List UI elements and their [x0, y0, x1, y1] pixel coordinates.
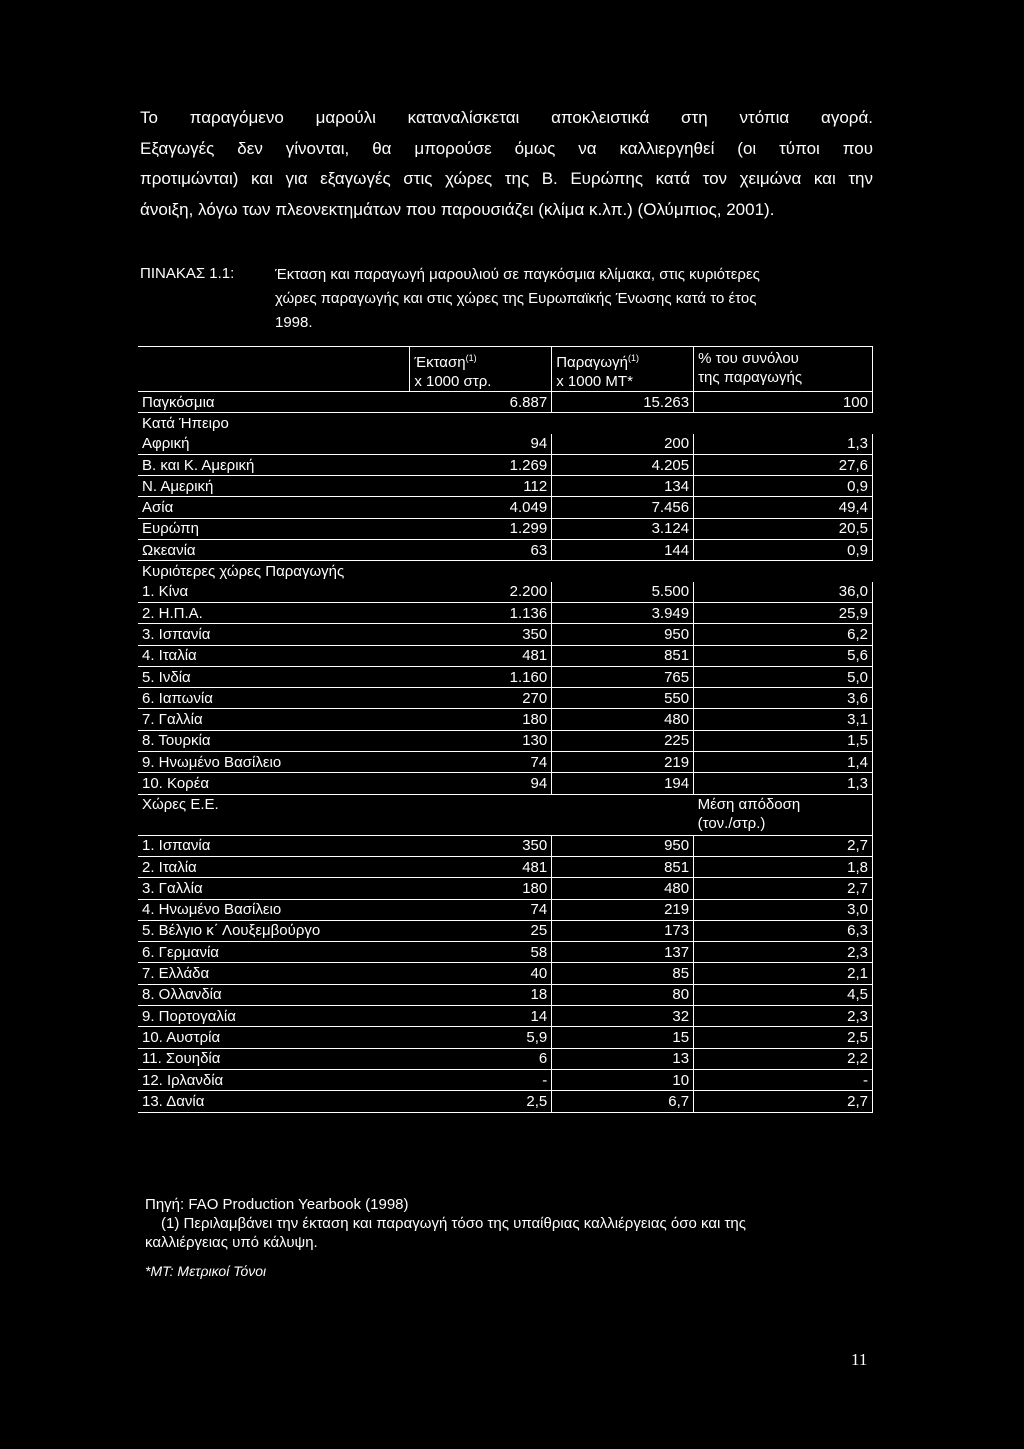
producers-body — [138, 582, 873, 794]
cell-production: 225 — [552, 730, 694, 751]
row-label: Αφρική — [138, 434, 410, 455]
cell-percent: 5,6 — [694, 645, 873, 666]
cell-production: 851 — [552, 856, 694, 877]
cell-percent: 1,4 — [694, 752, 873, 773]
cell-percent: 0,9 — [694, 476, 873, 497]
row-label: Β. και Κ. Αμερική — [138, 454, 410, 475]
producer-row — [138, 709, 873, 730]
eu-row — [138, 856, 873, 877]
cell-yield: 2,5 — [694, 1027, 873, 1048]
cell-yield: 1,8 — [694, 856, 873, 877]
cell-production: 200 — [552, 434, 694, 455]
cell-percent: 1,3 — [694, 434, 873, 455]
cell-production: 550 — [552, 688, 694, 709]
cell-percent: 6,2 — [694, 624, 873, 645]
cell-percent: 1,3 — [694, 773, 873, 794]
row-label: 9. Ηνωμένο Βασίλειο — [138, 752, 410, 773]
cell-area: 180 — [410, 709, 552, 730]
source-line: Πηγή: FAO Production Yearbook (1998) — [145, 1196, 409, 1213]
cell-yield: 2,3 — [694, 1006, 873, 1027]
continents-body — [138, 434, 873, 561]
cell-area: 94 — [410, 773, 552, 794]
table-header-row — [138, 347, 873, 392]
cell-production: 219 — [552, 899, 694, 920]
continent-row — [138, 434, 873, 455]
producer-row — [138, 666, 873, 687]
cell-production: 480 — [552, 878, 694, 899]
row-label: 3. Ισπανία — [138, 624, 410, 645]
cell-percent: 25,9 — [694, 602, 873, 623]
table-row: Παγκόσμια 6.887 15.263 100 — [138, 392, 873, 413]
continent-row — [138, 518, 873, 539]
row-label: Ν. Αμερική — [138, 476, 410, 497]
row-label: 8. Ολλανδία — [138, 984, 410, 1005]
row-label: 7. Ελλάδα — [138, 963, 410, 984]
cell-production: 3.949 — [552, 602, 694, 623]
row-label: 5. Ινδία — [138, 666, 410, 687]
cell-production: 7.456 — [552, 497, 694, 518]
cell-area: 130 — [410, 730, 552, 751]
cell-area: 350 — [410, 624, 552, 645]
cell-area: 112 — [410, 476, 552, 497]
footnote-line: (1) Περιλαμβάνει την έκταση και παραγωγή τόσο της υπαίθριας καλλιέργειας όσο και της — [161, 1215, 746, 1232]
table-source — [145, 1195, 885, 1281]
row-label: 1. Κίνα — [138, 582, 410, 603]
cell-production: 80 — [552, 984, 694, 1005]
row-label: 5. Βέλγιο κ΄ Λουξεμβούργο — [138, 920, 410, 941]
row-label: Ευρώπη — [138, 518, 410, 539]
cell-percent: 20,5 — [694, 518, 873, 539]
row-label: 3. Γαλλία — [138, 878, 410, 899]
eu-row — [138, 899, 873, 920]
producer-row — [138, 752, 873, 773]
footnote-line: καλλιέργειας υπό κάλυψη. — [145, 1234, 318, 1251]
cell-production: 85 — [552, 963, 694, 984]
eu-row — [138, 1006, 873, 1027]
cell-yield: 2,7 — [694, 878, 873, 899]
cell-production: 950 — [552, 624, 694, 645]
eu-row — [138, 1069, 873, 1090]
cell-area: - — [410, 1069, 552, 1090]
row-label: Ασία — [138, 497, 410, 518]
cell-production: 144 — [552, 540, 694, 561]
cell-area: 1.160 — [410, 666, 552, 687]
cell-area: 180 — [410, 878, 552, 899]
cell-area: 481 — [410, 645, 552, 666]
cell-area: 5,9 — [410, 1027, 552, 1048]
cell-area: 270 — [410, 688, 552, 709]
eu-body — [138, 835, 873, 1112]
row-label: 4. Ηνωμένο Βασίλειο — [138, 899, 410, 920]
cell-area: 14 — [410, 1006, 552, 1027]
header-production: Παραγωγή$^{(1)}$ x 1000 ΜΤ* — [552, 347, 694, 392]
cell-area: 74 — [410, 899, 552, 920]
row-label: 6. Γερμανία — [138, 942, 410, 963]
row-label: 13. Δανία — [138, 1091, 410, 1112]
intro-line: Το παραγόμενο μαρούλι καταναλίσκεται αποκλειστικά στη ντόπια αγορά. — [140, 108, 873, 127]
cell-yield: 2,7 — [694, 1091, 873, 1112]
section-row: Κατά Ήπειρο — [142, 414, 229, 432]
eu-row — [138, 1027, 873, 1048]
cell-area: 18 — [410, 984, 552, 1005]
cell-yield: 3,0 — [694, 899, 873, 920]
cell-production: 851 — [552, 645, 694, 666]
row-label: 12. Ιρλανδία — [138, 1069, 410, 1090]
section-row: Κυριότερες χώρες Παραγωγής — [142, 563, 345, 581]
cell-area: 6 — [410, 1048, 552, 1069]
cell-production: 194 — [552, 773, 694, 794]
cell-area: 1.269 — [410, 454, 552, 475]
caption-line: Έκταση και παραγωγή μαρουλιού σε παγκόσμια κλίμακα, στις κυριότερες — [275, 266, 760, 283]
cell-yield: 2,3 — [694, 942, 873, 963]
cell-production: 13 — [552, 1048, 694, 1069]
eu-row — [138, 984, 873, 1005]
abbrev-note: *ΜΤ: Μετρικοί Τόνοι — [145, 1263, 267, 1279]
cell-area: 4.049 — [410, 497, 552, 518]
cell-percent: 5,0 — [694, 666, 873, 687]
producer-row — [138, 582, 873, 603]
cell-area: 40 — [410, 963, 552, 984]
cell-yield: 2,7 — [694, 835, 873, 856]
cell-production: 32 — [552, 1006, 694, 1027]
cell-area: 63 — [410, 540, 552, 561]
cell-area: 1.136 — [410, 602, 552, 623]
cell-percent: 1,5 — [694, 730, 873, 751]
cell-production: 6,7 — [552, 1091, 694, 1112]
cell-production: 5.500 — [552, 582, 694, 603]
cell-area: 94 — [410, 434, 552, 455]
cell-yield: 6,3 — [694, 920, 873, 941]
cell-production: 137 — [552, 942, 694, 963]
cell-production: 765 — [552, 666, 694, 687]
cell-production: 15 — [552, 1027, 694, 1048]
cell-production: 3.124 — [552, 518, 694, 539]
cell-production: 219 — [552, 752, 694, 773]
eu-row — [138, 920, 873, 941]
row-label: 11. Σουηδία — [138, 1048, 410, 1069]
cell-area: 2,5 — [410, 1091, 552, 1112]
lettuce-table — [138, 346, 873, 1113]
row-label: 7. Γαλλία — [138, 709, 410, 730]
producer-row — [138, 602, 873, 623]
row-label: 8. Τουρκία — [138, 730, 410, 751]
row-label: 2. Ιταλία — [138, 856, 410, 877]
eu-section-row: Χώρες Ε.Ε. Μέση απόδοση (τον./στρ.) — [138, 794, 873, 835]
cell-area: 74 — [410, 752, 552, 773]
cell-production: 134 — [552, 476, 694, 497]
producer-row — [138, 645, 873, 666]
eu-row — [138, 1048, 873, 1069]
cell-area: 1.299 — [410, 518, 552, 539]
row-label: 9. Πορτογαλία — [138, 1006, 410, 1027]
row-label: 4. Ιταλία — [138, 645, 410, 666]
eu-row — [138, 835, 873, 856]
continent-row — [138, 540, 873, 561]
header-percent: % του συνόλου της παραγωγής — [694, 347, 873, 392]
eu-row — [138, 963, 873, 984]
caption-line: χώρες παραγωγής και στις χώρες της Ευρωπαϊκής Ένωσης κατά το έτος — [275, 290, 757, 307]
cell-percent: 3,6 — [694, 688, 873, 709]
caption-label: ΠΙΝΑΚΑΣ 1.1: — [140, 265, 235, 282]
cell-percent: 3,1 — [694, 709, 873, 730]
row-label: 10. Κορέα — [138, 773, 410, 794]
continent-row — [138, 476, 873, 497]
cell-production: 10 — [552, 1069, 694, 1090]
cell-percent: 36,0 — [694, 582, 873, 603]
continent-row — [138, 497, 873, 518]
cell-production: 173 — [552, 920, 694, 941]
eu-row — [138, 942, 873, 963]
intro-line: Εξαγωγές δεν γίνονται, θα μπορούσε όμως να καλλιεργηθεί (οι τύποι που — [140, 138, 873, 158]
intro-line: προτιμώνται) και για εξαγωγές στις χώρες της Β. Ευρώπης κατά τον χειμώνα και την — [140, 169, 873, 188]
producer-row — [138, 624, 873, 645]
continent-row — [138, 454, 873, 475]
row-label: 6. Ιαπωνία — [138, 688, 410, 709]
row-label: 1. Ισπανία — [138, 835, 410, 856]
eu-row — [138, 878, 873, 899]
cell-area: 2.200 — [410, 582, 552, 603]
intro-paragraph — [140, 103, 873, 225]
cell-yield: 4,5 — [694, 984, 873, 1005]
row-label: 10. Αυστρία — [138, 1027, 410, 1048]
cell-area: 481 — [410, 856, 552, 877]
producer-row — [138, 730, 873, 751]
intro-line: άνοιξη, λόγω των πλεονεκτημάτων που παρουσιάζει (κλίμα κ.λπ.) (Ολύμπιος, 2001). — [140, 199, 775, 219]
cell-percent: 0,9 — [694, 540, 873, 561]
producer-row — [138, 773, 873, 794]
cell-yield: 2,1 — [694, 963, 873, 984]
cell-production: 4.205 — [552, 454, 694, 475]
cell-production: 950 — [552, 835, 694, 856]
cell-area: 25 — [410, 920, 552, 941]
header-blank — [138, 347, 410, 392]
cell-area: 350 — [410, 835, 552, 856]
cell-yield: - — [694, 1069, 873, 1090]
cell-percent: 27,6 — [694, 454, 873, 475]
eu-row — [138, 1091, 873, 1112]
cell-percent: 49,4 — [694, 497, 873, 518]
row-label: 2. Η.Π.Α. — [138, 602, 410, 623]
cell-production: 480 — [552, 709, 694, 730]
producer-row — [138, 688, 873, 709]
page-number: 11 — [851, 1350, 868, 1369]
row-label: Ωκεανία — [138, 540, 410, 561]
caption-line: 1998. — [275, 314, 313, 331]
cell-area: 58 — [410, 942, 552, 963]
cell-yield: 2,2 — [694, 1048, 873, 1069]
header-area: Έκταση$^{(1)}$ x 1000 στρ. — [410, 347, 552, 392]
